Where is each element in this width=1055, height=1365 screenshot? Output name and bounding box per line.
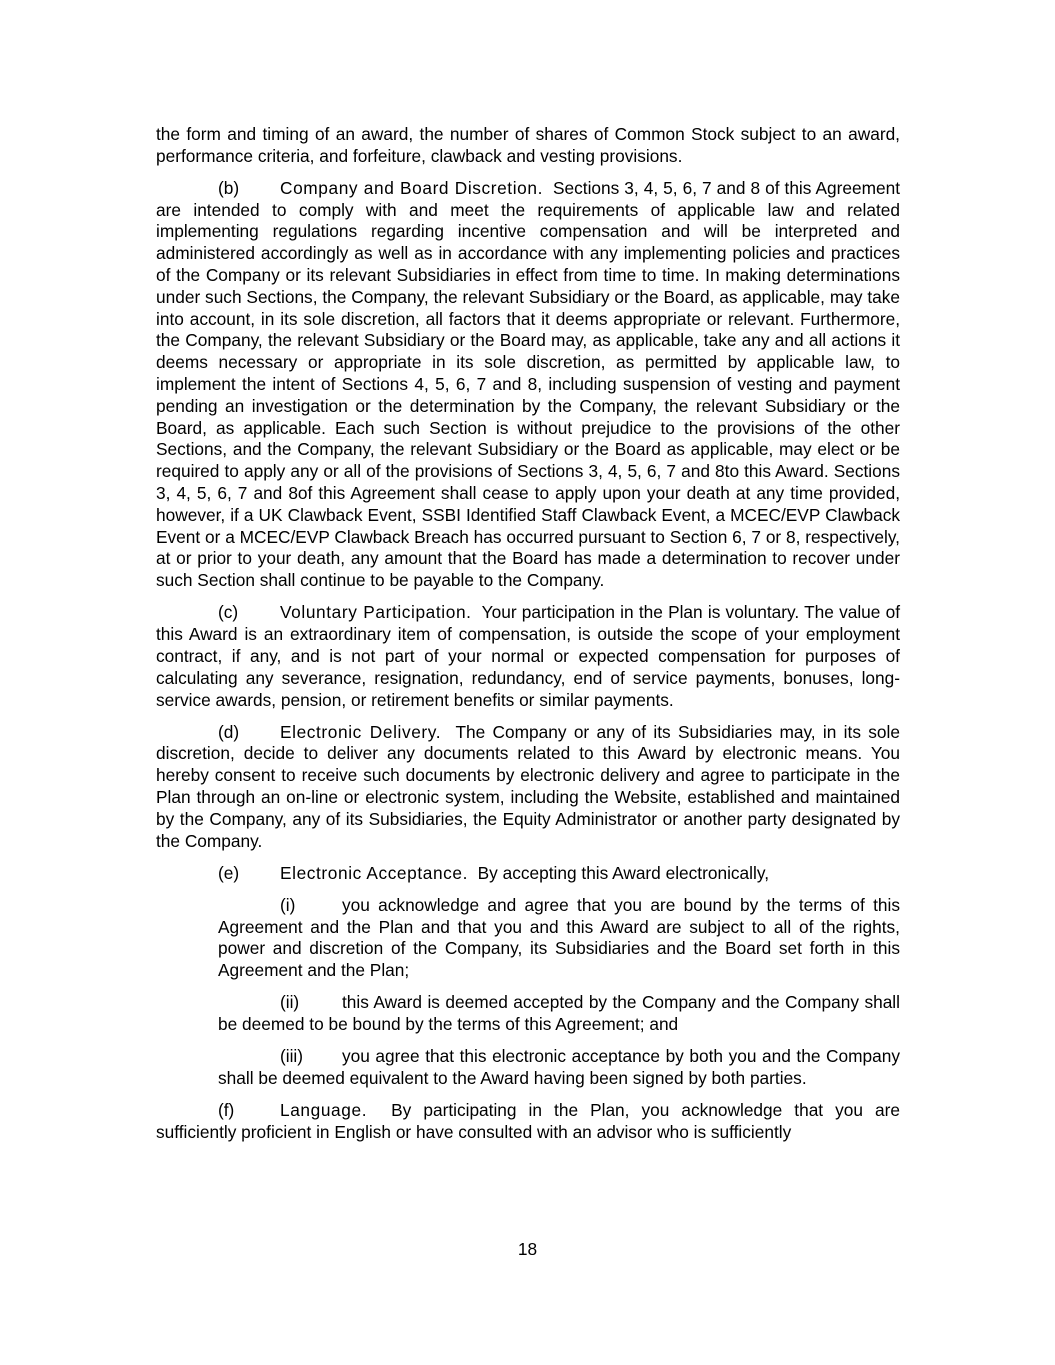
subitem-ii-paragraph xyxy=(218,992,900,1036)
document-page xyxy=(156,124,900,1154)
section-b-text: Sections 3, 4, 5, 6, 7 and 8 of this Agreement are intended to comply with and meet the requirements of applicable law and related implementing regulations regarding incentive compensation and will be interpreted and administered accordingly as well as in accordance with any implementing policies and practices of the Company or its relevant Subsidiaries in effect from time to time. In making determinations under such Sections, the Company, the relevant Subsidiary or the Board, as applicable, may take into account, in its sole discretion, all factors that it deems appropriate or relevant. Furthermore, the Company, the relevant Subsidiary or the Board may, as applicable, take any and all actions it deems necessary or appropriate in its sole discretion, as permitted by applicable law, to implement the intent of Sections 4, 5, 6, 7 and 8, including suspension of vesting and payment pending an investigation or the determination by the Company, the relevant Subsidiary or the Board, as applicable. Each such Section is without prejudice to the provisions of the other Sections, and the Company, the relevant Subsidiary or the Board as applicable, may elect or be required to apply any or all of the provisions of Sections 3, 4, 5, 6, 7 and 8to this Award. Sections 3, 4, 5, 6, 7 and 8of this Agreement shall cease to apply upon your death at any time provided, however, if a UK Clawback Event, SSBI Identified Staff Clawback Event, a MCEC/EVP Clawback Event or a MCEC/EVP Clawback Breach has occurred pursuant to Section 6, 7 or 8, respectively, at or prior to your death, any amount that the Board has made a determination to recover under such Section shall continue to be payable to the Company. xyxy=(156,177,901,591)
section-b-marker: (b) xyxy=(218,177,240,198)
section-f-text: By participating in the Plan, you acknowledge that you are sufficiently proficient in English or have consulted with an advisor who is sufficiently xyxy=(156,1100,901,1142)
opening-paragraph: the form and timing of an award, the number of shares of Common Stock subject to an award, performance criteria, and forfeiture, clawback and vesting provisions. xyxy=(156,124,900,166)
section-b-paragraph xyxy=(156,178,900,592)
section-f-heading: Language. xyxy=(280,1100,368,1121)
section-e-heading: Electronic Acceptance. xyxy=(280,862,469,883)
section-d-paragraph xyxy=(156,722,900,853)
section-d-text: The Company or any of its Subsidiaries may, in its sole discretion, decide to deliver any documents related to this Award by electronic means. You hereby consent to receive such documents by electronic delivery and agree to participate in the Plan through an on-line or electronic system, including the Website, established and maintained by the Company, any of its Subsidiaries, the Equity Administrator or another party designated by the Company. xyxy=(156,721,900,851)
subitem-i-marker: (i) xyxy=(280,894,296,915)
section-f-marker: (f) xyxy=(218,1100,235,1121)
section-d-marker: (d) xyxy=(218,721,240,742)
section-b-heading: Company and Board Discretion. xyxy=(280,177,543,198)
subitem-ii-text: this Award is deemed accepted by the Company and the Company shall be deemed to be bound by the terms of this Agreement; and xyxy=(218,992,900,1035)
section-c-heading: Voluntary Participation. xyxy=(280,602,472,623)
section-e-paragraph xyxy=(156,863,900,885)
section-f-paragraph xyxy=(156,1100,900,1144)
section-c-paragraph xyxy=(156,602,900,711)
page-number: 18 xyxy=(517,1239,538,1259)
section-c-text: Your participation in the Plan is voluntary. The value of this Award is an extraordinary item of compensation, is outside the scope of your employment contract, if any, and is not part of your normal or expected compensation for purposes of calculating any severance, resignation, redundancy, end of service payments, bonuses, long-service awards, pension, or retirement benefits or similar payments. xyxy=(156,602,900,710)
subitem-iii-paragraph xyxy=(218,1046,900,1090)
subitem-iii-marker: (iii) xyxy=(280,1046,304,1067)
section-e-text: By accepting this Award electronically, xyxy=(477,862,770,883)
section-c-marker: (c) xyxy=(218,602,239,623)
subitem-i-text: you acknowledge and agree that you are bound by the terms of this Agreement and the Plan and that you and this Award are subject to all of the rights, power and discretion of the Company, its Subsidiaries and the Board set forth in this Agreement and the Plan; xyxy=(218,894,900,981)
subitem-i-paragraph xyxy=(218,895,900,982)
subitem-ii-marker: (ii) xyxy=(280,992,300,1013)
section-d-heading: Electronic Delivery. xyxy=(280,721,442,742)
subitem-iii-text: you agree that this electronic acceptance by both you and the Company shall be deemed equivalent to the Award having been signed by both parties. xyxy=(218,1046,900,1088)
section-e-marker: (e) xyxy=(218,862,240,883)
